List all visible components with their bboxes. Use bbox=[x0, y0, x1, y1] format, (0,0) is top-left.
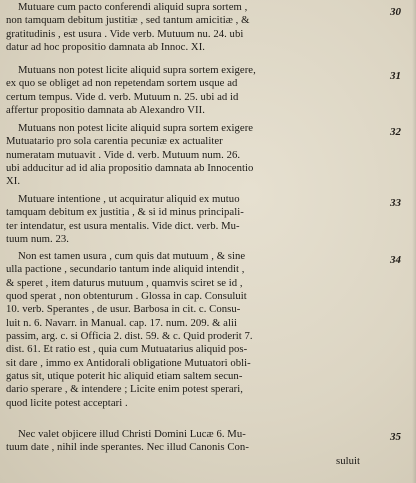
text-line: certum tempus. Vide d. verb. Mutuum n. 25. ubi ad id bbox=[6, 90, 239, 103]
text-line: XI. bbox=[6, 175, 21, 188]
text-line: quod licite potest acceptari . bbox=[6, 396, 128, 409]
paragraph-32 bbox=[6, 122, 376, 189]
margin-number: 33 bbox=[390, 197, 401, 209]
paragraph-34 bbox=[6, 250, 376, 410]
text-line: ex quo se obliget ad non repetendam sortem usque ad bbox=[6, 77, 238, 90]
text-line: gatus sit, utique poterit hic aliquid etiam saltem secun- bbox=[6, 370, 243, 383]
text-line: & speret , item daturus mutuum , quamvis sciret se id , bbox=[6, 276, 243, 289]
text-line: Nec valet objicere illud Christi Domini Lucæ 6. Mu- bbox=[18, 428, 246, 440]
text-line: datur ad hoc propositio damnata ab Innoc. XI. bbox=[6, 41, 206, 54]
text-line: suluit bbox=[336, 454, 361, 467]
paragraph-35 bbox=[6, 428, 376, 468]
margin-number: 32 bbox=[390, 126, 401, 138]
text-line: Mutuare intentione , ut acquiratur aliquid ex mutuo bbox=[18, 193, 240, 205]
text-line: Mutuatario pro sola carentia pecuniæ ex actualiter bbox=[6, 135, 223, 148]
page-edge-shadow bbox=[412, 0, 416, 483]
text-line: Mutuans non potest licite aliquid supra sortem exigere bbox=[18, 122, 254, 134]
text-line: dist. 61. Et ratio est , quia cum Mutuatarius aliquid pos- bbox=[6, 343, 248, 356]
text-line: tamquam debitum ex justitia , & si id minus principali- bbox=[6, 206, 244, 219]
margin-number: 35 bbox=[390, 431, 401, 443]
text-line: sit dare , immo ex Antidorali obligatione Mutuatori obli- bbox=[6, 356, 251, 369]
text-line: tuum num. 23. bbox=[6, 233, 69, 246]
margin-number: 34 bbox=[390, 254, 401, 266]
text-line: passim, arg. c. si Officia 2. dist. 59. & c. Quid proderit 7. bbox=[6, 330, 253, 343]
text-line: tuum date , nihil inde sperantes. Nec illud Canonis Con- bbox=[6, 441, 249, 454]
text-line: dario sperare , & intendere ; Licite enim potest sperari, bbox=[6, 383, 243, 396]
text-line: gratitudinis , est usura . Vide verb. Mutuum nu. 24. ubi bbox=[6, 27, 244, 40]
text-line: non tamquam debitum justitiæ , sed tantum amicitiæ , & bbox=[6, 14, 250, 27]
text-line: quod sperat , non obtenturum . Glossa in cap. Consuluit bbox=[6, 290, 247, 303]
paragraph-30 bbox=[6, 1, 376, 54]
text-line: affertur propositio damnata ab Alexandro VII. bbox=[6, 104, 205, 117]
text-line: ubi adducitur ad id alia propositio damnata ab Innocentio bbox=[6, 162, 254, 175]
text-line: Mutuare cum pacto conferendi aliquid supra sortem , bbox=[18, 1, 248, 13]
text-line: 10. verb. Sperantes , de usur. Barbosa in cit. c. Consu- bbox=[6, 303, 241, 316]
paragraph-33 bbox=[6, 193, 376, 246]
text-line: ulla pactione , secundario tantum inde aliquid intendit , bbox=[6, 263, 245, 276]
text-line: ter intendatur, est usura mentalis. Vide dict. verb. Mu- bbox=[6, 219, 240, 232]
text-line: Mutuans non potest licite aliquid supra sortem exigere, bbox=[18, 64, 256, 76]
margin-number: 31 bbox=[390, 70, 401, 82]
margin-number: 30 bbox=[390, 6, 401, 18]
paragraph-31 bbox=[6, 64, 376, 117]
text-line: luit n. 6. Navarr. in Manual. cap. 17. num. 209. & alii bbox=[6, 316, 238, 329]
text-line: Non est tamen usura , cum quis dat mutuum , & sine bbox=[18, 250, 246, 262]
text-line: numeratam mutuavit . Vide d. verb. Mutuum num. 26. bbox=[6, 148, 241, 161]
